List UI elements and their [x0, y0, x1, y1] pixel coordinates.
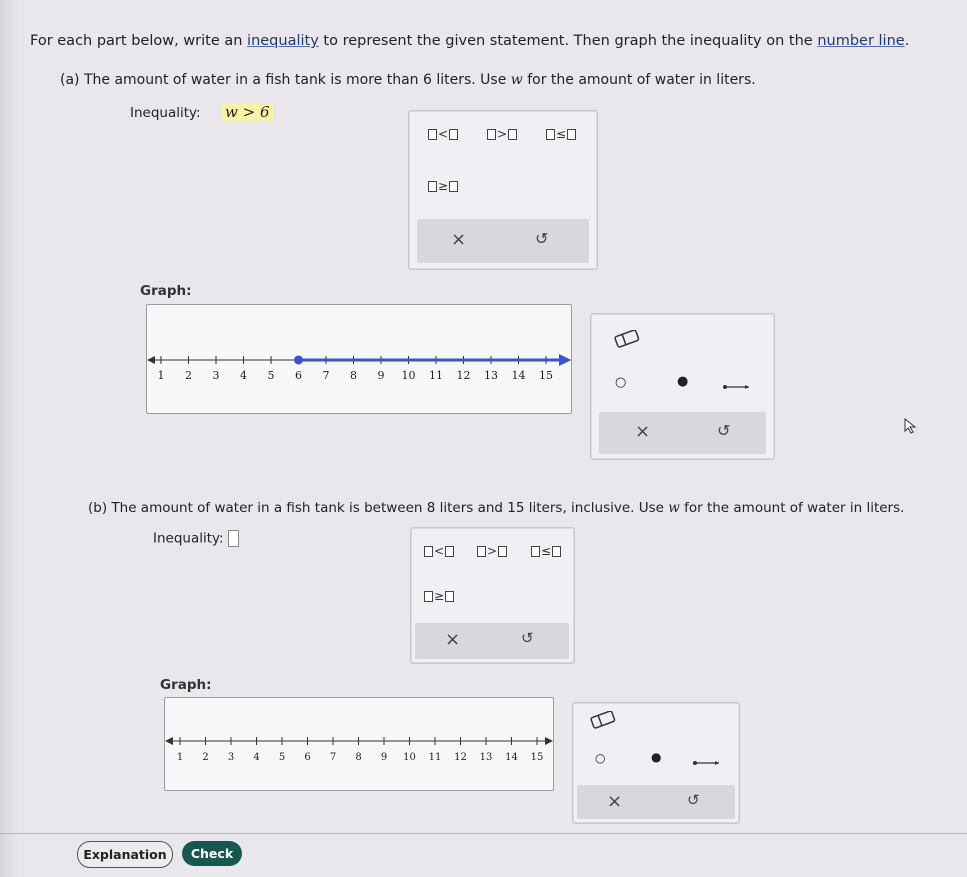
instructions [30, 33, 909, 49]
part-a-inequality-answer[interactable]: w > 6 [222, 103, 273, 121]
intro-text-2: to represent the given statement. Then graph the inequality on the [318, 33, 818, 49]
ray-icon[interactable] [721, 382, 751, 392]
part-b-inequality-input[interactable] [228, 530, 239, 547]
tick-label: 14 [505, 752, 518, 763]
greater-than-button[interactable]: > [487, 127, 517, 141]
eraser-icon[interactable] [589, 711, 617, 729]
part-a-inequality-label: Inequality: [130, 105, 201, 121]
tick-label: 1 [157, 369, 165, 382]
part-b-symbol-palette [410, 527, 575, 664]
part-a-text-1: (a) The amount of water in a fish tank is more than 6 liters. Use [60, 72, 511, 88]
part-b-inequality-text: Inequality: [153, 530, 224, 547]
tick-label: 14 [511, 369, 526, 382]
tick-label: 10 [403, 752, 416, 763]
undo-icon[interactable]: ↺ [521, 629, 534, 647]
part-b-graph-tools [572, 702, 740, 824]
closed-point-marker [294, 356, 303, 365]
tick-label: 12 [456, 369, 471, 382]
tick-label: 13 [484, 369, 498, 382]
tick-label: 4 [253, 752, 260, 763]
part-a-palette-actions [417, 219, 589, 263]
eraser-icon[interactable] [613, 330, 641, 348]
tick-label: 8 [355, 752, 362, 763]
tick-label: 5 [267, 369, 275, 382]
footer-divider [0, 833, 967, 834]
intro-text-3: . [904, 33, 910, 49]
less-or-equal-button[interactable]: ≤ [546, 127, 576, 141]
tick-label: 5 [278, 752, 286, 763]
tick-label: 1 [176, 752, 184, 763]
greater-than-button[interactable]: > [477, 544, 507, 558]
less-than-button[interactable]: < [424, 544, 454, 558]
tick-label: 7 [329, 752, 337, 763]
less-or-equal-button[interactable]: ≤ [531, 544, 561, 558]
undo-icon[interactable]: ↺ [717, 421, 731, 440]
mouse-cursor-icon [903, 418, 917, 434]
tick-label: 8 [350, 369, 357, 382]
tick-label: 12 [454, 752, 467, 763]
part-b-inequality-label [153, 530, 239, 547]
part-b-number-line-panel[interactable] [164, 697, 554, 791]
inequality-link[interactable]: inequality [247, 33, 319, 49]
part-b-statement [88, 500, 904, 516]
tick-label: 11 [429, 369, 443, 382]
clear-icon[interactable]: × [445, 629, 461, 650]
tick-label: 7 [322, 369, 330, 382]
part-b-variable: w [668, 500, 680, 516]
part-a-statement [60, 72, 756, 88]
part-b-text-2: for the amount of water in liters. [679, 500, 905, 516]
ray-icon[interactable] [691, 758, 721, 768]
open-circle-icon[interactable]: ○ [595, 751, 606, 765]
part-a-variable: w [510, 72, 523, 88]
clear-icon[interactable]: × [635, 421, 651, 442]
part-b-graph-actions [577, 785, 735, 819]
part-a-graph-tools [590, 313, 775, 460]
closed-circle-icon[interactable]: ● [677, 374, 689, 389]
tick-label: 10 [401, 369, 416, 382]
intro-text-1: For each part below, write an [30, 33, 248, 49]
less-than-button[interactable]: < [428, 127, 458, 141]
clear-icon[interactable]: × [451, 229, 467, 250]
part-a-number-line-panel[interactable] [146, 304, 572, 414]
explanation-button[interactable]: Explanation [77, 841, 173, 868]
closed-circle-icon[interactable]: ● [651, 750, 662, 764]
tick-label: 15 [539, 369, 553, 382]
greater-or-equal-button[interactable]: ≥ [424, 589, 454, 603]
open-circle-icon[interactable]: ○ [615, 375, 627, 390]
part-b-number-line[interactable] [165, 698, 553, 790]
number-line-link[interactable]: number line [817, 33, 905, 49]
tick-label: 15 [530, 752, 544, 763]
tick-label: 13 [479, 752, 493, 763]
part-a-graph-actions [599, 412, 766, 454]
tick-label: 11 [428, 752, 442, 763]
tick-label: 4 [240, 369, 247, 382]
part-b-palette-actions [415, 623, 569, 659]
left-edge-shade [0, 0, 18, 877]
tick-label: 3 [227, 752, 235, 763]
part-b-graph-label: Graph: [160, 677, 212, 693]
undo-icon[interactable]: ↺ [687, 791, 700, 809]
part-a-symbol-palette [408, 110, 598, 270]
part-a-text-2: for the amount of water in liters. [522, 72, 756, 88]
tick-label: 9 [380, 752, 388, 763]
part-a-number-line[interactable] [147, 305, 571, 413]
check-button[interactable]: Check [182, 841, 242, 866]
tick-label: 3 [212, 369, 220, 382]
undo-icon[interactable]: ↺ [535, 229, 549, 248]
part-a-graph-label: Graph: [140, 283, 192, 299]
tick-label: 6 [304, 752, 311, 763]
greater-or-equal-button[interactable]: ≥ [428, 179, 458, 193]
tick-label: 2 [202, 752, 209, 763]
clear-icon[interactable]: × [607, 791, 623, 812]
tick-label: 2 [185, 369, 192, 382]
tick-label: 9 [377, 369, 385, 382]
tick-label: 6 [295, 369, 302, 382]
part-b-text-1: (b) The amount of water in a fish tank is between 8 liters and 15 liters, inclusive. Use [88, 500, 669, 516]
